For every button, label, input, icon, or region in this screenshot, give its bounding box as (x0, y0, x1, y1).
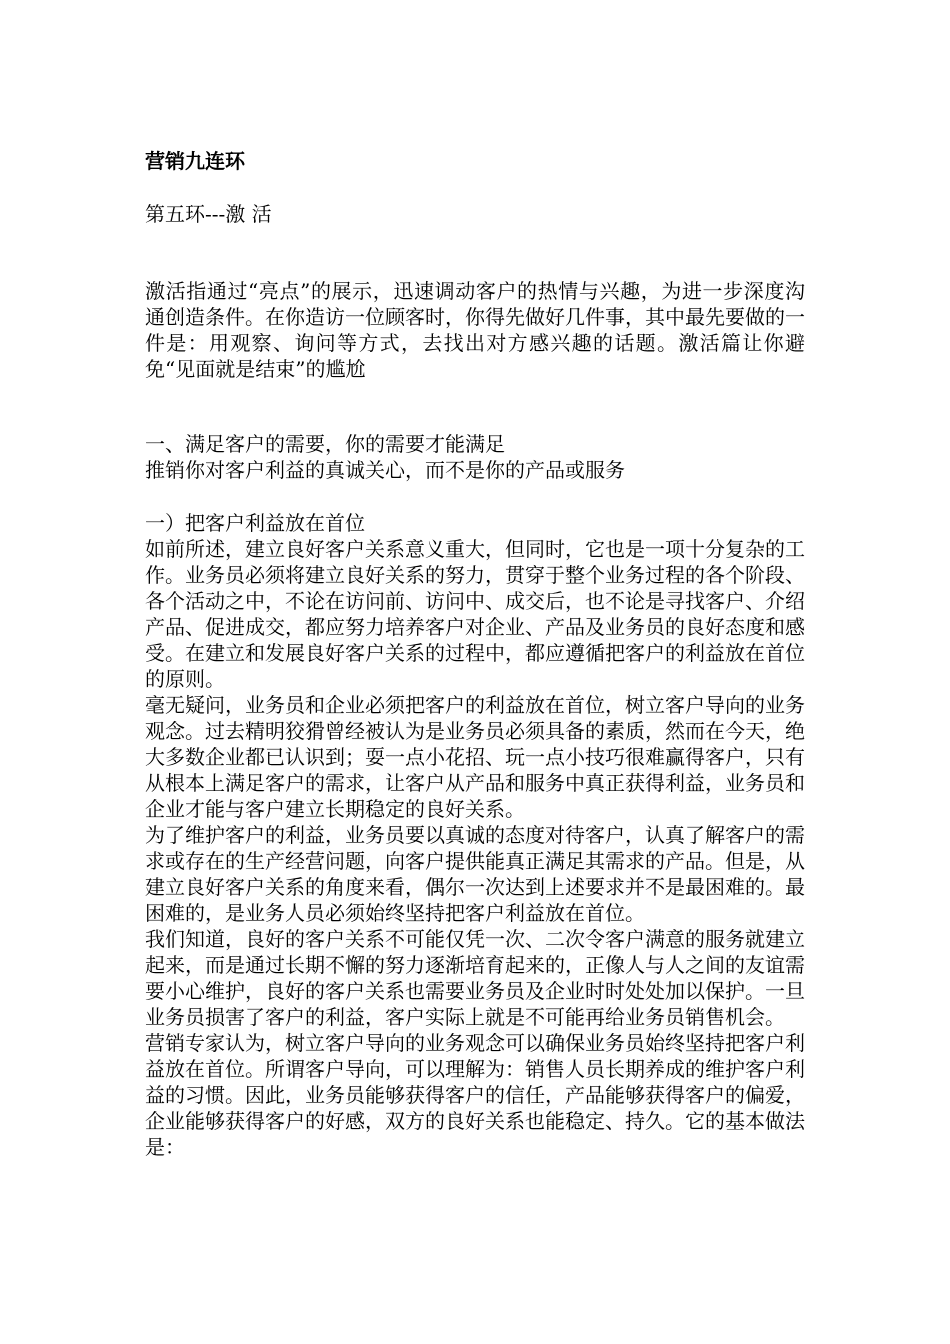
body-paragraph: 毫无疑问，业务员和企业必须把客户的利益放在首位，树立客户导向的业务观念。过去精明狡猾曾经被认为是业务员必须具备的素质，然而在今天，绝大多数企业都已认识到；耍一点小花招、玩一点小技巧很难赢得客户，只有从根本上满足客户的需求，让客户从产品和服务中真正获得利益，业务员和企业才能与客户建立长期稳定的良好关系。 (145, 693, 805, 821)
document-subtitle: 第五环---激 活 (145, 202, 272, 226)
body-paragraph: 营销专家认为，树立客户导向的业务观念可以确保业务员始终坚持把客户利益放在首位。所谓客户导向，可以理解为：销售人员长期养成的维护客户利益的习惯。因此，业务员能够获得客户的信任，产品能够获得客户的偏爱，企业能够获得客户的好感，双方的良好关系也能稳定、持久。它的基本做法是： (145, 1031, 805, 1159)
section-2 (145, 510, 805, 1160)
section-1-heading: 一、满足客户的需要，你的需要才能满足 (145, 432, 505, 456)
body-paragraph: 我们知道，良好的客户关系不可能仅凭一次、二次令客户满意的服务就建立起来，而是通过长期不懈的努力逐渐培育起来的，正像人与人之间的友谊需要小心维护，良好的客户关系也需要业务员及企业时时处处加以保护。一旦业务员损害了客户的利益，客户实际上就是不可能再给业务员销售机会。 (145, 927, 805, 1029)
body-paragraph: 如前所述，建立良好客户关系意义重大，但同时，它也是一项十分复杂的工作。业务员必须将建立良好关系的努力，贯穿于整个业务过程的各个阶段、各个活动之中，不论在访问前、访问中、成交后，也不论是寻找客户、介绍产品、促进成交，都应努力培养客户对企业、产品及业务员的良好态度和感受。在建立和发展良好客户关系的过程中，都应遵循把客户的利益放在首位的原则。 (145, 537, 805, 691)
body-paragraph: 为了维护客户的利益，业务员要以真诚的态度对待客户，认真了解客户的需求或存在的生产经营问题，向客户提供能真正满足其需求的产品。但是，从建立良好客户关系的角度来看，偶尔一次达到上述要求并不是最困难的。最困难的，是业务人员必须始终坚持把客户利益放在首位。 (145, 823, 805, 925)
document-title: 营销九连环 (145, 149, 245, 173)
intro-block (145, 278, 805, 382)
section-2-heading: 一）把客户利益放在首位 (145, 511, 365, 535)
section-1 (145, 431, 805, 483)
section-1-subheading: 推销你对客户利益的真诚关心，而不是你的产品或服务 (145, 458, 625, 482)
intro-paragraph: 激活指通过“亮点”的展示，迅速调动客户的热情与兴趣，为进一步深度沟通创造条件。在你造访一位顾客时，你得先做好几件事，其中最先要做的一件是：用观察、询问等方式，去找出对方感兴趣的话题。激活篇让你避免“见面就是结束”的尴尬 (145, 279, 805, 381)
